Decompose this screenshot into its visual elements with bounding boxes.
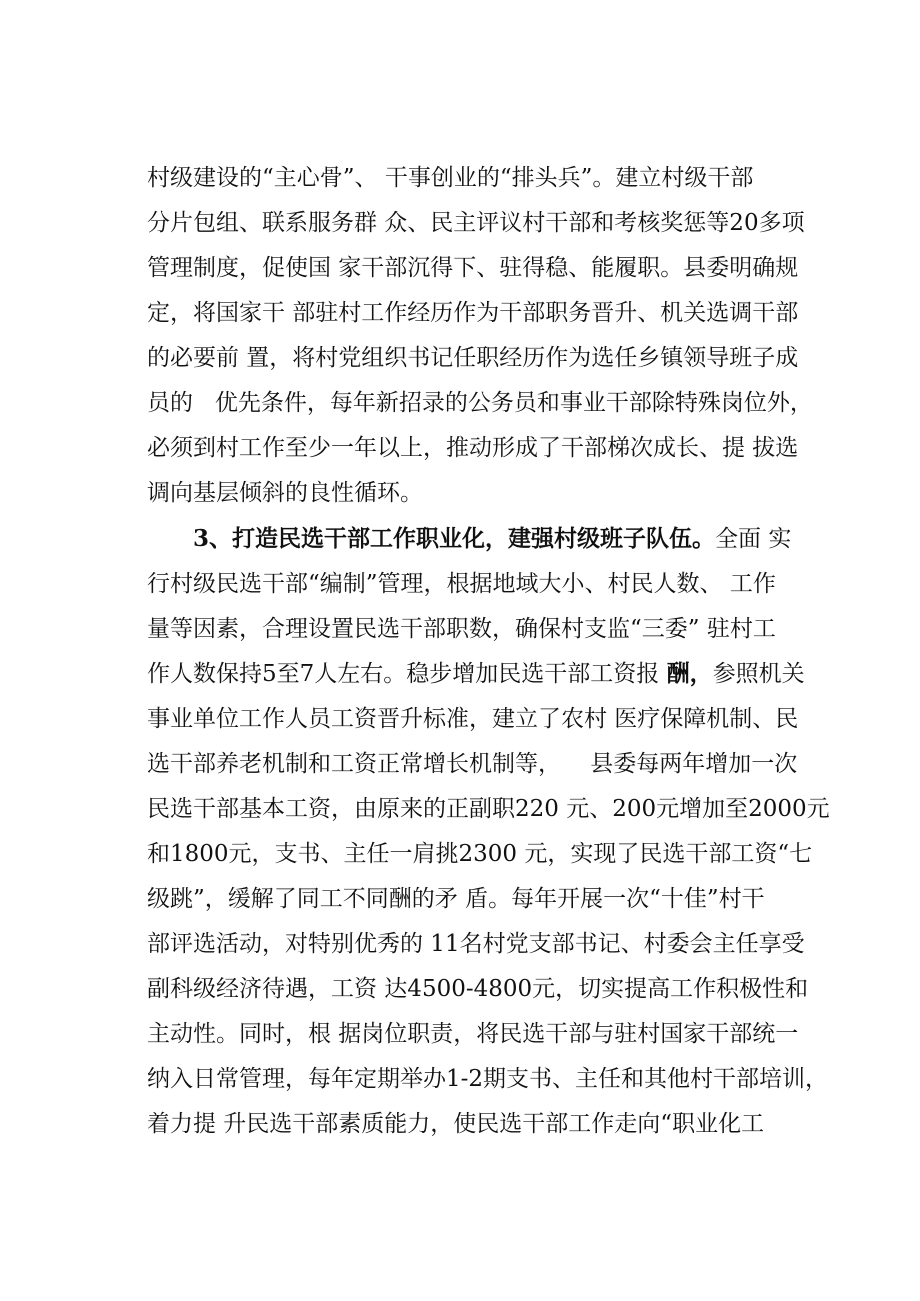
text-line: 必须到村工作至少一年以上，推动形成了干部梯次成长、提 拔选 bbox=[147, 435, 799, 461]
text-line: 纳入日常管理，每年定期举办1-2期支书、主任和其他村干部培训， bbox=[147, 1066, 829, 1092]
text-line: 调向基层倾斜的良性循环。 bbox=[147, 480, 423, 506]
text-line: 和1800元，支书、主任一肩挑2300 元，实现了民选干部工资“七 bbox=[147, 841, 813, 867]
text-line: 着力提 升民选干部素质能力，使民选干部工作走向“职业化工 bbox=[147, 1111, 765, 1137]
text-line: 主动性。同时，根 据岗位职责，将民选干部与驻村国家干部统一 bbox=[147, 1021, 799, 1047]
text-line: 副科级经济待遇，工资 达4500-4800元，切实提高工作积极性和 bbox=[147, 976, 809, 1002]
text-line: 管理制度，促使国 家干部沉得下、驻得稳、能履职。县委明确规 bbox=[147, 255, 799, 281]
text-line: 行村级民选干部“编制”管理，根据地域大小、村民人数、 工作 bbox=[147, 571, 776, 597]
text-line: 员的 优先条件，每年新招录的公务员和事业干部除特殊岗位外， bbox=[147, 390, 813, 416]
section-heading-line bbox=[193, 521, 791, 557]
text-line: 分片包组、联系服务群 众、民主评议村干部和考核奖惩等20多项 bbox=[147, 210, 805, 236]
text-line: 定，将国家干 部驻村工作经历作为干部职务晋升、机关选调干部 bbox=[147, 300, 799, 326]
text-line bbox=[147, 656, 805, 692]
text-fragment: 全面 实 bbox=[715, 526, 792, 552]
text-line: 级跳”，缓解了同工不同酬的矛 盾。每年开展一次“十佳”村干 bbox=[147, 886, 765, 912]
text-line: 事业单位工作人员工资晋升标准，建立了农村 医疗保障机制、民 bbox=[147, 706, 799, 732]
text-fragment: 作人数保持5至7人左右。稳步增加民选干部工资报 bbox=[147, 661, 667, 687]
text-line: 的必要前 置，将村党组织书记任职经历作为选任乡镇领导班子成 bbox=[147, 345, 799, 371]
section-heading: 3、打造民选干部工作职业化，建强村级班子队伍。 bbox=[193, 525, 716, 552]
bold-fragment: 酬， bbox=[666, 660, 713, 687]
text-line: 量等因素，合理设置民选干部职数，确保村支监“三委” 驻村工 bbox=[147, 616, 776, 642]
text-line: 选干部养老机制和工资正常增长机制等， 县委每两年增加一次 bbox=[147, 751, 798, 777]
text-line: 村级建设的“主心骨”、 干事创业的“排头兵”。建立村级干部 bbox=[147, 165, 754, 191]
text-line: 民选干部基本工资，由原来的正副职220 元、200元增加至2000元 bbox=[147, 796, 830, 822]
text-line: 部评选活动，对特别优秀的 11名村党支部书记、村委会主任享受 bbox=[147, 931, 805, 957]
text-fragment: 参照机关 bbox=[712, 661, 805, 687]
